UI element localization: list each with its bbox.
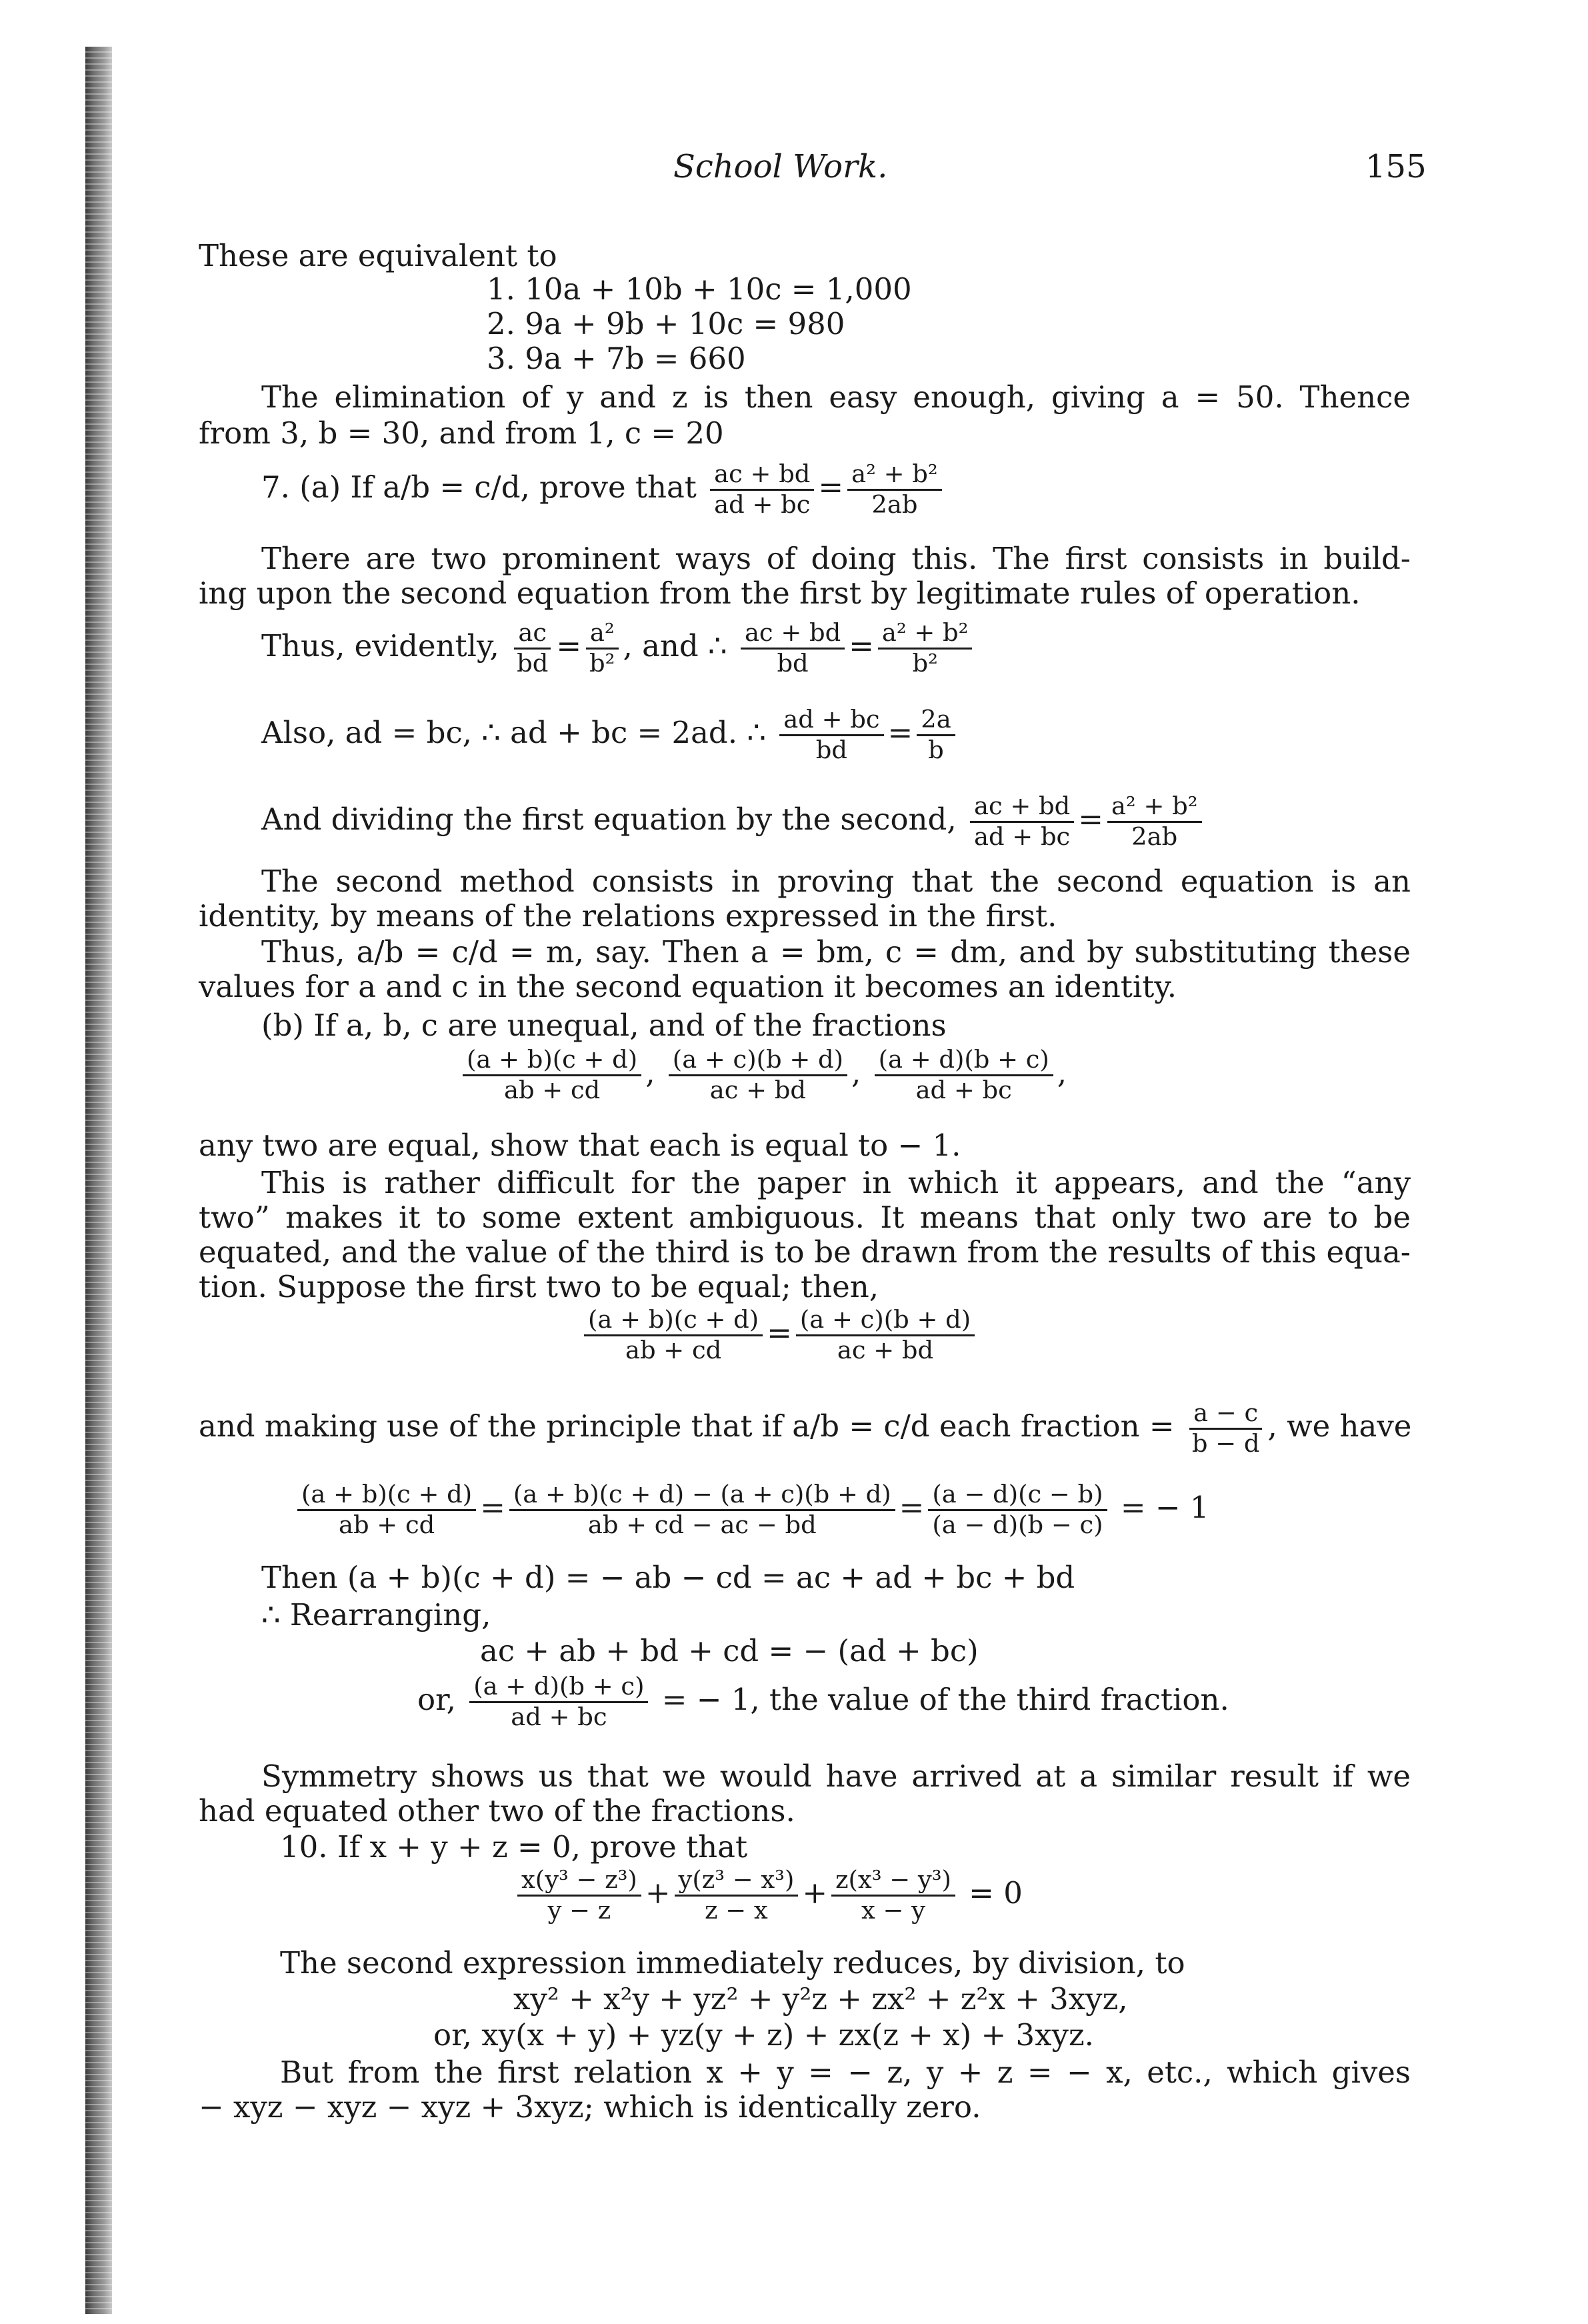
ways-line-1: There are two prominent ways of doing this. The first consists in build- bbox=[261, 541, 1411, 576]
rearranged-equation: ac + ab + bd + cd = − (ad + bc) bbox=[480, 1633, 979, 1668]
fraction: $\frac{ac + bd}{bd}$ bbox=[741, 620, 845, 677]
principle-line bbox=[199, 1400, 1411, 1457]
equation-2: 2. 9a + 9b + 10c = 980 bbox=[487, 306, 845, 341]
elimination-line-1: The elimination of y and z is then easy enough, giving a = 50. Thence bbox=[261, 379, 1411, 415]
difficult-line-2: two” makes it to some extent ambiguous. It means that only two are to be bbox=[199, 1200, 1411, 1235]
symmetry-line-1: Symmetry shows us that we would have arrived at a similar result if we bbox=[261, 1759, 1411, 1794]
fraction: $\frac{a - c}{b - d}$ bbox=[1188, 1400, 1264, 1457]
but-line-2: − xyz − xyz − xyz + 3xyz; which is identically zero. bbox=[199, 2089, 981, 2125]
fraction: $\frac{ad + bc}{bd}$ bbox=[779, 707, 883, 764]
equal-pair: $\frac{(a + b)(c + d)}{ab + cd}$ = $\frac{(a + c)(b + d)}{ac + bd}$ bbox=[580, 1307, 979, 1364]
fraction: $\frac{(a + c)(b + d)}{ac + bd}$ bbox=[669, 1047, 847, 1104]
thus-lead: Thus, evidently, bbox=[261, 628, 499, 664]
thus-line: Thus, evidently, $\frac{ac}{bd}$ = $\frac{\text{a²}}{\text{b²}}$ , and ∴ $\frac{ac + bd}{bd}$ = $\frac{\text{a² + b²}}{\text{b²}}$ bbox=[261, 620, 976, 677]
fraction: $\frac{\text{a² + b²}}{\text{b²}}$ bbox=[878, 620, 973, 677]
question-7a: 7. (a) If a/b = c/d, prove that $\frac{ac + bd}{ad + bc}$ = $\frac{\text{a² + b²}}{2ab}$ bbox=[261, 461, 946, 518]
question-10-rhs: = 0 bbox=[969, 1875, 1023, 1911]
fractions-row: $\frac{(a + b)(c + d)}{ab + cd}$ , $\frac{(a + c)(b + d)}{ac + bd}$ , $\frac{(a + d)(b + c)}{ad + bc}$ , bbox=[459, 1047, 1067, 1104]
elimination-line-2: from 3, b = 30, and from 1, c = 20 bbox=[199, 415, 724, 451]
equation-1: 1. 10a + 10b + 10c = 1,000 bbox=[487, 271, 912, 307]
or-tail: = − 1, the value of the third fraction. bbox=[661, 1681, 1229, 1717]
second-method-line-2: identity, by means of the relations expressed in the first. bbox=[199, 898, 1057, 934]
difficult-line-1: This is rather difficult for the paper in which it appears, and the “any bbox=[261, 1165, 1411, 1200]
substitution-line-2: values for a and c in the second equation it becomes an identity. bbox=[199, 969, 1177, 1004]
also-line: Also, ad = bc, ∴ ad + bc = 2ad. ∴ $\frac{ad + bc}{bd}$ = $\frac{2a}{b}$ bbox=[261, 707, 959, 764]
equation-chain: $\frac{(a + b)(c + d)}{ab + cd}$ = $\frac{(a + b)(c + d) - (a + c)(b + d)}{ab + cd - ac - bd}$ = $\frac{(a - d)(c - b)}{(a - d)(b - c)}$ = − 1 bbox=[293, 1482, 1209, 1538]
page-number: 155 bbox=[1365, 148, 1427, 185]
fraction: $\frac{ac + bd}{ad + bc}$ bbox=[710, 461, 814, 518]
question-7a-lead: 7. (a) If a/b = c/d, prove that bbox=[261, 469, 697, 505]
expansion-line-1: xy² + x²y + yz² + y²z + zx² + z²x + 3xyz, bbox=[513, 1981, 1128, 2017]
second-method-line-1: The second method consists in proving that the second equation is an bbox=[261, 864, 1411, 899]
fraction: $\frac{ac}{bd}$ bbox=[513, 620, 552, 677]
fraction: $\frac{\text{x(y³ − z³)}}{y - z}$ bbox=[517, 1867, 641, 1924]
then-line: Then (a + b)(c + d) = − ab − cd = ac + ad + bc + bd bbox=[261, 1560, 1075, 1595]
fraction: $\frac{(a + d)(b + c)}{ad + bc}$ bbox=[469, 1674, 648, 1730]
difficult-line-4: tion. Suppose the first two to be equal; then, bbox=[199, 1269, 879, 1304]
dividing-line: And dividing the first equation by the second, $\frac{ac + bd}{ad + bc}$ = $\frac{\text{a² + b²}}{2ab}$ bbox=[261, 794, 1206, 850]
intro-line: These are equivalent to bbox=[199, 238, 557, 273]
principle-lead: and making use of the principle that if a/b = c/d each fraction = bbox=[199, 1408, 1175, 1444]
ways-line-2: ing upon the second equation from the first by legitimate rules of operation. bbox=[199, 575, 1361, 611]
fraction: $\frac{(a - d)(c - b)}{(a - d)(b - c)}$ bbox=[928, 1482, 1107, 1538]
fraction: $\frac{(a + b)(c + d)}{ab + cd}$ bbox=[584, 1307, 763, 1364]
equation-3: 3. 9a + 7b = 660 bbox=[487, 341, 746, 376]
question-10-equation: $\frac{\text{x(y³ − z³)}}{y - z}$ + $\frac{\text{y(z³ − x³)}}{z - x}$ + $\frac{\text{z(x³ − y³)}}{x - y}$ = 0 bbox=[513, 1867, 1023, 1924]
symmetry-line-2: had equated other two of the fractions. bbox=[199, 1793, 795, 1829]
question-10: 10. If x + y + z = 0, prove that bbox=[280, 1829, 748, 1865]
difficult-line-3: equated, and the value of the third is to be drawn from the results of this equa- bbox=[199, 1234, 1411, 1270]
fraction: $\frac{(a + d)(b + c)}{ad + bc}$ bbox=[875, 1047, 1053, 1104]
dividing-lead: And dividing the first equation by the second, bbox=[261, 801, 957, 837]
rearranging-line: ∴ Rearranging, bbox=[261, 1597, 491, 1632]
fraction: $\frac{\text{a²}}{\text{b²}}$ bbox=[585, 620, 619, 677]
chain-result: = − 1 bbox=[1120, 1489, 1209, 1525]
or-lead: or, bbox=[417, 1681, 456, 1717]
question-7b: (b) If a, b, c are unequal, and of the fractions bbox=[261, 1008, 947, 1043]
or-line bbox=[417, 1674, 1229, 1730]
any-two-line: any two are equal, show that each is equal to − 1. bbox=[199, 1128, 961, 1163]
fraction: $\frac{\text{a² + b²}}{2ab}$ bbox=[1107, 794, 1202, 850]
running-title: School Work. bbox=[673, 148, 888, 185]
reduces-line: The second expression immediately reduces, by division, to bbox=[280, 1945, 1185, 1981]
principle-tail: , we have bbox=[1267, 1408, 1412, 1444]
fraction: $\frac{\text{a² + b²}}{2ab}$ bbox=[847, 461, 942, 518]
fraction: $\frac{\text{y(z³ − x³)}}{z - x}$ bbox=[675, 1867, 799, 1924]
fraction: $\frac{\text{z(x³ − y³)}}{x - y}$ bbox=[831, 1867, 955, 1924]
fraction: $\frac{(a + b)(c + d)}{ab + cd}$ bbox=[297, 1482, 476, 1538]
fraction: $\frac{ac + bd}{ad + bc}$ bbox=[970, 794, 1074, 850]
but-line-1: But from the first relation x + y = − z, y + z = − x, etc., which gives bbox=[280, 2055, 1411, 2090]
also-lead: Also, ad = bc, ∴ ad + bc = 2ad. ∴ bbox=[261, 714, 766, 750]
fraction: $\frac{2a}{b}$ bbox=[917, 707, 955, 764]
substitution-line-1: Thus, a/b = c/d = m, say. Then a = bm, c = dm, and by substituting these bbox=[261, 934, 1411, 970]
fraction: $\frac{(a + b)(c + d)}{ab + cd}$ bbox=[463, 1047, 641, 1104]
fraction: $\frac{(a + b)(c + d) - (a + c)(b + d)}{ab + cd - ac - bd}$ bbox=[509, 1482, 895, 1538]
book-spine-shadow bbox=[85, 47, 112, 2314]
thus-mid: and ∴ bbox=[642, 628, 727, 664]
expansion-line-2: or, xy(x + y) + yz(y + z) + zx(z + x) + 3xyz. bbox=[433, 2017, 1094, 2053]
fraction: $\frac{(a + c)(b + d)}{ac + bd}$ bbox=[796, 1307, 975, 1364]
